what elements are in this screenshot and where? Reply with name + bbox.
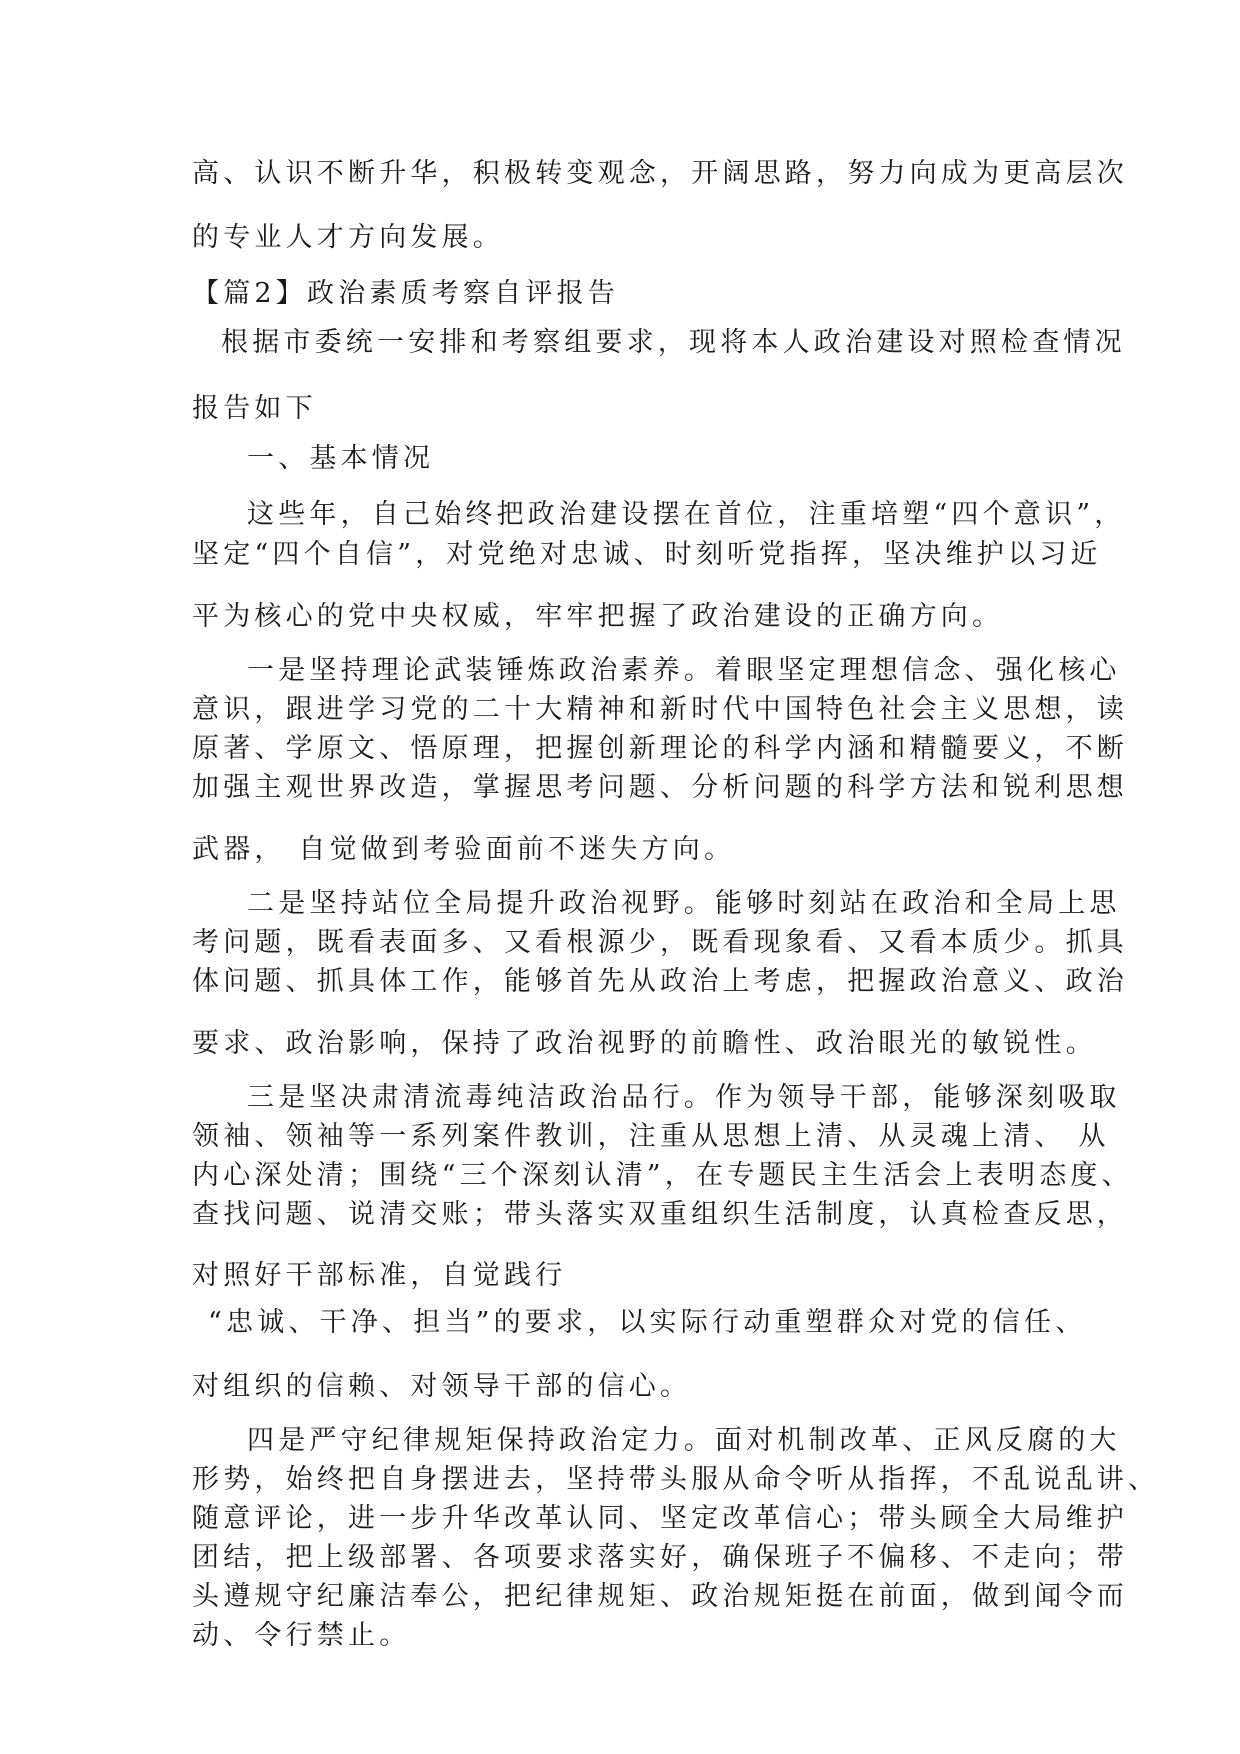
text-line: 这些年，自己始终把政治建设摆在首位，注重培塑“四个意识”， bbox=[247, 499, 1126, 530]
text-line: 团结，把上级部署、各项要求落实好，确保班子不偏移、不走向；带 bbox=[192, 1542, 1128, 1573]
text-line: 考问题，既看表面多、又看根源少，既看现象看、又看本质少。抓具 bbox=[192, 927, 1128, 958]
text-line: 加强主观世界改造，掌握思考问题、分析问题的科学方法和锐利思想 bbox=[192, 772, 1128, 803]
text-line: “忠诚、干净、担当”的要求，以实际行动重塑群众对党的信任、 bbox=[208, 1307, 1087, 1338]
text-line: 查找问题、说清交账；带头落实双重组织生活制度，认真检查反思， bbox=[192, 1199, 1128, 1230]
text-line: 形势，始终把自身摆进去，坚持带头服从命令听从指挥，不乱说乱讲、 bbox=[192, 1464, 1160, 1495]
text-line: 领袖、领袖等一系列案件教训，注重从思想上清、从灵魂上清、 从 bbox=[192, 1121, 1110, 1152]
text-line: 报告如下 bbox=[192, 393, 317, 424]
text-line: 随意评论，进一步升华改革认同、坚定改革信心；带头顾全大局维护 bbox=[192, 1503, 1128, 1534]
text-line: 四是严守纪律规矩保持政治定力。面对机制改革、正风反腐的大 bbox=[247, 1425, 1121, 1456]
text-line: 动、令行禁止。 bbox=[192, 1620, 411, 1651]
text-line: 坚定“四个自信”，对党绝对忠诚、时刻听党指挥，坚决维护以习近 bbox=[192, 539, 1102, 570]
section-heading: 【篇2】政治素质考察自评报告 bbox=[192, 278, 619, 309]
text-line: 体问题、抓具体工作，能够首先从政治上考虑，把握政治意义、政治 bbox=[192, 966, 1128, 997]
text-line: 头遵规守纪廉洁奉公，把纪律规矩、政治规矩挺在前面，做到闻令而 bbox=[192, 1581, 1128, 1612]
text-line: 高、认识不断升华，积极转变观念，开阔思路，努力向成为更高层次 bbox=[192, 158, 1128, 189]
subsection-heading: 一、基本情况 bbox=[247, 443, 435, 474]
text-line: 的专业人才方向发展。 bbox=[192, 222, 504, 253]
text-line: 原著、学原文、悟原理，把握创新理论的科学内涵和精髓要义，不断 bbox=[192, 733, 1128, 764]
text-line: 要求、政治影响，保持了政治视野的前瞻性、政治眼光的敏锐性。 bbox=[192, 1028, 1097, 1059]
text-line: 一是坚持理论武装锤炼政治素养。着眼坚定理想信念、强化核心 bbox=[247, 655, 1121, 686]
text-line: 平为核心的党中央权威，牢牢把握了政治建设的正确方向。 bbox=[192, 601, 1004, 632]
text-line: 根据市委统一安排和考察组要求，现将本人政治建设对照检查情况 bbox=[221, 327, 1126, 358]
text-line: 二是坚持站位全局提升政治视野。能够时刻站在政治和全局上思 bbox=[247, 888, 1121, 919]
text-line: 对照好干部标准，自觉践行 bbox=[192, 1260, 567, 1291]
text-line: 对组织的信赖、对领导干部的信心。 bbox=[192, 1371, 692, 1402]
text-line: 武器， 自觉做到考验面前不迷失方向。 bbox=[192, 834, 736, 865]
text-line: 意识，跟进学习党的二十大精神和新时代中国特色社会主义思想，读 bbox=[192, 694, 1128, 725]
text-line: 三是坚决肃清流毒纯洁政治品行。作为领导干部，能够深刻吸取 bbox=[247, 1082, 1121, 1113]
text-line: 内心深处清；围绕“三个深刻认清”，在专题民主生活会上表明态度、 bbox=[192, 1160, 1133, 1191]
